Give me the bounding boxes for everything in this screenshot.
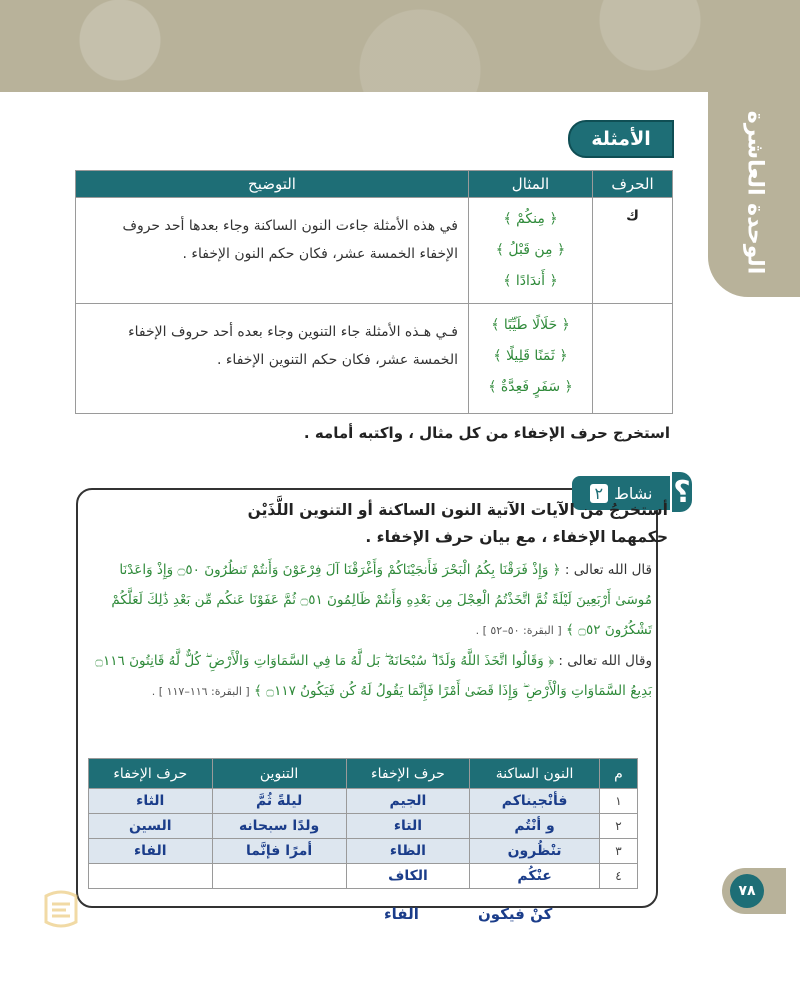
header-noon: النون الساكنة — [470, 759, 600, 789]
noon-answer[interactable]: تنْظُرون — [470, 839, 600, 864]
tanween-answer[interactable]: ليلةً ثُمَّ — [212, 789, 346, 814]
header-noon-letter: حرف الإخفاء — [346, 759, 469, 789]
tanween-letter-answer[interactable] — [89, 864, 213, 889]
page-number: ٧٨ — [730, 874, 764, 908]
verse-intro: وقال الله تعالى : — [558, 653, 652, 669]
tanween-answer[interactable]: أمرًا فإنَّما — [212, 839, 346, 864]
header-explanation: التوضيح — [76, 171, 469, 198]
table-row — [76, 198, 673, 304]
verse-reference: [ البقرة: ١١٦–١١٧ ] . — [151, 685, 250, 698]
noon-answer[interactable]: عنْكُم — [470, 864, 600, 889]
unit-label: الوحدة العاشرة — [742, 110, 768, 274]
example-item: ﴿ أَندَادًا ﴾ — [503, 273, 558, 289]
activity-title: أستخرجُ من الآيات الآتية النون الساكنة أو التنوين اللَّذَيْن حكمهما الإخفاء ، مع بيان حرف الإخفاء . — [247, 501, 668, 546]
header-tanween: التنوين — [212, 759, 346, 789]
instruction-text: استخرج حرف الإخفاء من كل مثال ، واكتبه أمامه . — [303, 424, 670, 442]
noon-letter-answer[interactable]: الظاء — [346, 839, 469, 864]
table-row — [89, 814, 638, 839]
examples-table — [75, 170, 673, 414]
tanween-answer[interactable] — [212, 864, 346, 889]
publisher-watermark-icon — [42, 888, 80, 930]
letter-cell — [593, 304, 673, 414]
table-row — [89, 789, 638, 814]
explanation-cell: في هذه الأمثلة جاءت النون الساكنة وجاء بعدها أحد حروف الإخفاء الخمسة عشر، فكان حكم النون الإخفاء . — [76, 198, 469, 304]
verses-block — [92, 555, 652, 707]
row-number: ٤ — [600, 864, 638, 889]
question-mark-icon: ؟ — [672, 472, 692, 512]
extra-noon-answer[interactable]: كنْ فيكون — [478, 905, 553, 923]
noon-letter-answer[interactable]: الكاف — [346, 864, 469, 889]
example-cell — [469, 304, 593, 414]
tanween-letter-answer[interactable]: الفاء — [89, 839, 213, 864]
row-number: ١ — [600, 789, 638, 814]
noon-letter-answer[interactable]: التاء — [346, 814, 469, 839]
explanation-cell: فـي هـذه الأمثلة جاء التنوين وجاء بعده أحد حروف الإخفاء الخمسة عشر، فكان حكم التنوين الإخفاء . — [76, 304, 469, 414]
header-tanween-letter: حرف الإخفاء — [89, 759, 213, 789]
table-row — [76, 304, 673, 414]
header-letter: الحرف — [593, 171, 673, 198]
noon-answer[interactable]: فأنْجيناكم — [470, 789, 600, 814]
row-number: ٣ — [600, 839, 638, 864]
top-decorative-band — [0, 0, 800, 92]
extra-letter-answer[interactable]: الفاء — [384, 905, 419, 923]
activity-tag-label: نشاط — [614, 483, 653, 503]
row-number: ٢ — [600, 814, 638, 839]
quran-verse: ﴿ وَإِذْ فَرَقْنَا بِكُمُ الْبَحْرَ فَأَنجَيْنَاكُمْ وَأَغْرَقْنَا آلَ فِرْعَوْنَ وَأَنتُمْ تَنظُرُونَ ۝٥٠ وَإِذْ وَاعَدْنَا مُوسَىٰ أَرْبَعِينَ لَيْلَةً ثُمَّ اتَّخَذْتُمُ الْعِجْلَ مِن بَعْدِهِ وَأَنتُمْ ظَالِمُونَ ۝٥١ ثُمَّ عَفَوْنَا عَنكُم مِّن بَعْدِ ذَٰلِكَ لَعَلَّكُمْ تَشْكُرُونَ ۝٥٢ ﴾ — [111, 562, 652, 638]
section-title: الأمثلة — [568, 120, 674, 158]
letter-cell: ك — [593, 198, 673, 304]
example-item: ﴿ ثَمَنًا قَلِيلًا ﴾ — [493, 348, 568, 364]
noon-answer[interactable]: و أنْتُم — [470, 814, 600, 839]
activity-number: ٢ — [590, 484, 609, 503]
example-item: ﴿ مِنكُمْ ﴾ — [503, 211, 558, 227]
table-row — [89, 839, 638, 864]
quran-verse: ﴿ وَقَالُوا اتَّخَذَ اللَّهُ وَلَدًا ۗ سُبْحَانَهُ ۖ بَل لَّهُ مَا فِي السَّمَاوَاتِ وَالْأَرْضِ ۖ كُلٌّ لَّهُ قَانِتُونَ ۝١١٦ بَدِيعُ السَّمَاوَاتِ وَالْأَرْضِ ۖ وَإِذَا قَضَىٰ أَمْرًا فَإِنَّمَا يَقُولُ لَهُ كُن فَيَكُونُ ۝١١٧ ﴾ — [95, 653, 652, 699]
noon-letter-answer[interactable]: الجيم — [346, 789, 469, 814]
example-item: ﴿ حَلَالًا طَيِّبًا ﴾ — [491, 317, 570, 333]
answers-table — [88, 758, 638, 889]
page-number-tab — [722, 868, 786, 914]
table-row — [89, 864, 638, 889]
verse-reference: [ البقرة: ٥٠–٥٢ ] . — [475, 624, 562, 637]
tanween-answer[interactable]: ولدًا سبحانه — [212, 814, 346, 839]
header-number: م — [600, 759, 638, 789]
tanween-letter-answer[interactable]: السين — [89, 814, 213, 839]
verse-intro: قال الله تعالى : — [564, 562, 652, 578]
example-item: ﴿ مِن قَبْلُ ﴾ — [495, 242, 566, 258]
example-cell — [469, 198, 593, 304]
tanween-letter-answer[interactable]: الثاء — [89, 789, 213, 814]
example-item: ﴿ سَفَرٍ فَعِدَّةٌ ﴾ — [488, 379, 573, 395]
header-example: المثال — [469, 171, 593, 198]
